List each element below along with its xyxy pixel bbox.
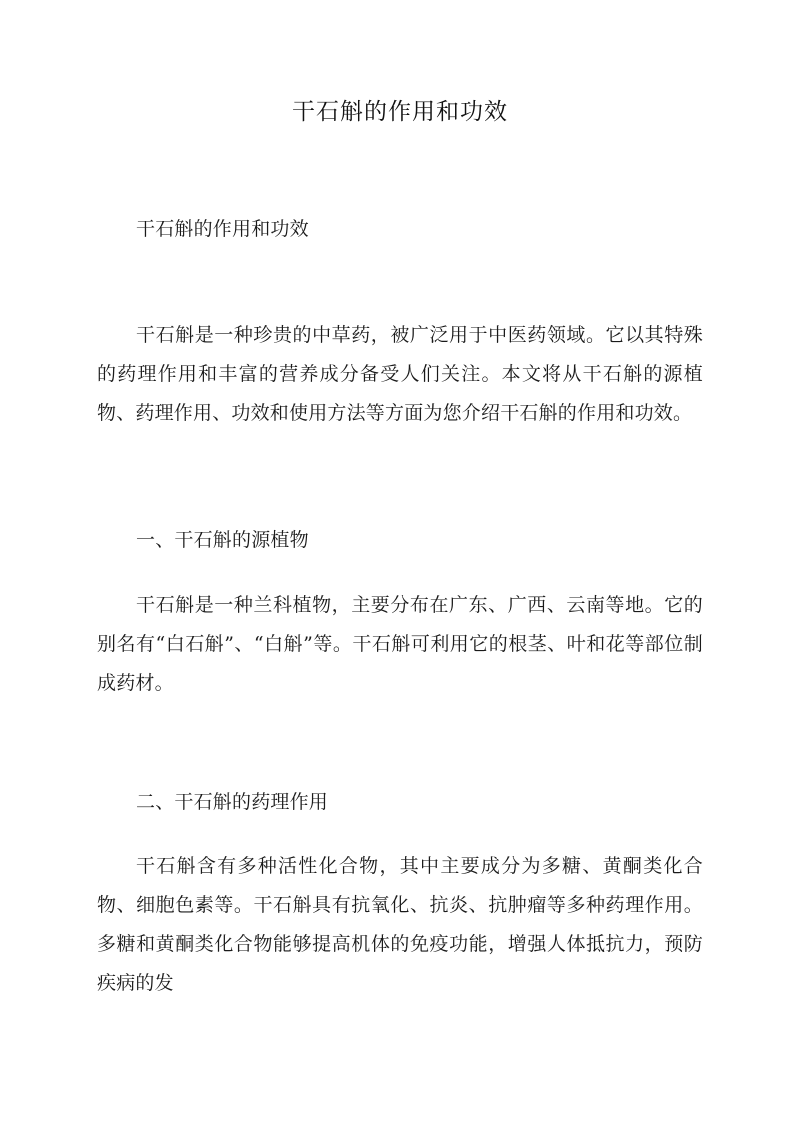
section-heading-pharmacology: 二、干石斛的药理作用 [136, 791, 329, 813]
section-heading-source-plant: 一、干石斛的源植物 [136, 529, 309, 551]
document-subtitle: 干石斛的作用和功效 [136, 218, 309, 240]
section-body-source-plant: 干石斛是一种兰科植物，主要分布在广东、广西、云南等地。它的别名有“白石斛”、“白斛”等。干石斛可利用它的根茎、叶和花等部位制成药材。 [97, 594, 703, 694]
section-body-pharmacology: 干石斛含有多种活性化合物，其中主要成分为多糖、黄酮类化合物、细胞色素等。干石斛具有抗氧化、抗炎、抗肿瘤等多种药理作用。多糖和黄酮类化合物能够提高机体的免疫功能，增强人体抵抗力，预防疾病的发 [97, 855, 703, 994]
document-title: 干石斛的作用和功效 [292, 99, 508, 125]
intro-paragraph: 干石斛是一种珍贵的中草药，被广泛用于中医药领域。它以其特殊的药理作用和丰富的营养成分备受人们关注。本文将从干石斛的源植物、药理作用、功效和使用方法等方面为您介绍干石斛的作用和功效。 [97, 324, 703, 424]
